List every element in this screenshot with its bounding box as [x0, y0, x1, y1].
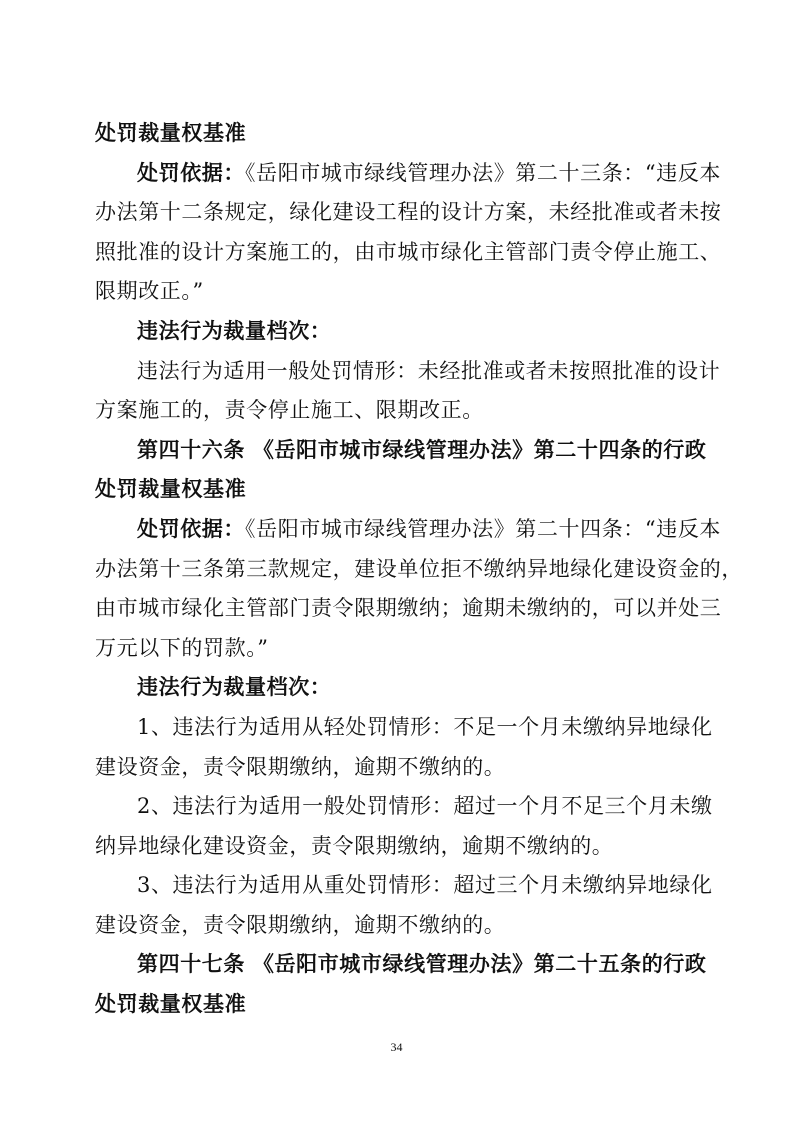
document-body [95, 114, 743, 1025]
basis-paragraph-line: 万元以下的罚款。” [95, 635, 269, 660]
grade-item: 建设资金，责令限期缴纳，逾期不缴纳的。 [95, 754, 506, 779]
basis-label: 处罚依据： [137, 160, 245, 185]
grade-item: 1、违法行为适用从轻处罚情形：不足一个月未缴纳异地绿化 [137, 714, 713, 739]
grade-label: 违法行为裁量档次： [137, 675, 332, 700]
grade-item: 纳异地绿化建设资金，责令限期缴纳，逾期不缴纳的。 [95, 833, 614, 858]
article-heading: 处罚裁量权基准 [95, 992, 247, 1017]
basis-paragraph-line: 限期改正。” [95, 279, 204, 304]
basis-paragraph-line: 由市城市绿化主管部门责令限期缴纳；逾期未缴纳的，可以并处三 [95, 596, 722, 621]
grade-item: 建设资金，责令限期缴纳，逾期不缴纳的。 [95, 912, 506, 937]
basis-text: 《岳阳市城市绿线管理办法》第二十四条：“违反本 [245, 516, 722, 541]
article-heading: 第四十七条 《岳阳市城市绿线管理办法》第二十五条的行政 [137, 952, 707, 977]
basis-text: 《岳阳市城市绿线管理办法》第二十三条：“违反本 [245, 160, 722, 185]
grade-item: 3、违法行为适用从重处罚情形：超过三个月未缴纳异地绿化 [137, 873, 713, 898]
page-number: 34 [390, 1040, 403, 1054]
section-heading: 处罚裁量权基准 [95, 121, 247, 145]
article-heading: 处罚裁量权基准 [95, 477, 247, 502]
grade-item: 2、违法行为适用一般处罚情形：超过一个月不足三个月未缴 [137, 794, 713, 819]
basis-label: 处罚依据： [137, 516, 245, 541]
basis-paragraph-line: 办法第十二条规定，绿化建设工程的设计方案，未经批准或者未按 [95, 200, 722, 225]
grade-label: 违法行为裁量档次： [137, 318, 332, 343]
basis-paragraph-line [95, 510, 722, 550]
article-heading: 第四十六条 《岳阳市城市绿线管理办法》第二十四条的行政 [137, 437, 707, 462]
grade-line: 方案施工的，责令停止施工、限期改正。 [95, 398, 484, 423]
basis-paragraph-line: 办法第十三条第三款规定，建设单位拒不缴纳异地绿化建设资金的， [95, 556, 743, 581]
grade-line: 违法行为适用一般处罚情形：未经批准或者未按照批准的设计 [137, 358, 721, 383]
basis-paragraph-line: 照批准的设计方案施工的，由市城市绿化主管部门责令停止施工、 [95, 239, 722, 264]
basis-paragraph-line [95, 154, 722, 194]
